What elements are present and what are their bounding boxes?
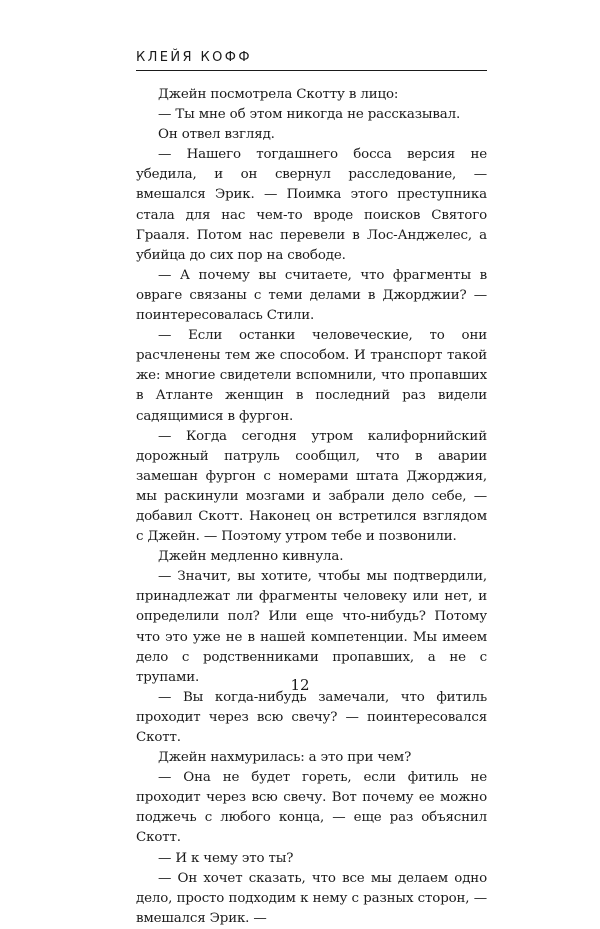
paragraph: — Если останки человеческие, то они расчленены тем же способом. И транспорт такой же: многие свидетели вспомнили, что пропавших в Атланте женщин в последний раз видели садящимися в фургон. xyxy=(136,328,487,424)
paragraph: Он отвел взгляд. xyxy=(158,127,275,143)
paragraph: — Когда сегодня утром калифорнийский дорожный патруль сообщил, что в аварии замешан фургон с номерами штата Джорджия, мы раскинули мозгами и забрали дело себе, — добавил Скотт. Наконец он встретился взглядом с Джейн. — Поэтому утром тебе и позвонили. xyxy=(136,428,487,545)
header-rule xyxy=(136,70,487,71)
paragraph: — Ты мне об этом никогда не рассказывал. xyxy=(158,107,461,123)
paragraph: — Он хочет сказать, что все мы делаем одно дело, просто подходим к нему с разных сторон, — вмешался Эрик. — xyxy=(136,870,487,926)
paragraph: Джейн медленно кивнула. xyxy=(158,549,344,565)
paragraph: — Значит, вы хотите, чтобы мы подтвердили, принадлежат ли фрагменты человеку или нет, и определили пол? Или еще что-нибудь? Потому что это уже не в нашей компетенции. Мы имеем дело с родственниками пропавших, а не с трупами. xyxy=(136,569,487,685)
paragraph: — А почему вы считаете, что фрагменты в овраге связаны с теми делами в Джорджии? — поинтересовалась Стили. xyxy=(136,267,487,324)
paragraph: — Вы когда-нибудь замечали, что фитиль проходит через всю свечу? — поинтересовался Скотт. xyxy=(136,689,487,745)
paragraph: — Она не будет гореть, если фитиль не проходит через всю свечу. Вот почему ее можно поджечь с любого конца, — еще раз объяснил Скотт. xyxy=(136,770,487,846)
paragraph: — Нашего тогдашнего босса версия не убедила, и он свернул расследование, — вмешался Эрик. — Поимка этого преступника стала для нас чем-то вроде поисков Святого Грааля. Потом нас перевели в Лос-Анджелес, а убийца до сих пор на свободе. xyxy=(136,147,487,263)
page-number: 12 xyxy=(290,676,310,694)
paragraph: Джейн нахмурилась: а это при чем? xyxy=(158,750,412,766)
paragraph: Джейн посмотрела Скотту в лицо: xyxy=(158,87,399,102)
body-text xyxy=(136,85,487,929)
paragraph: — И к чему это ты? xyxy=(158,850,294,866)
running-head-author: КЛЕЙЯ КОФФ xyxy=(136,50,252,65)
